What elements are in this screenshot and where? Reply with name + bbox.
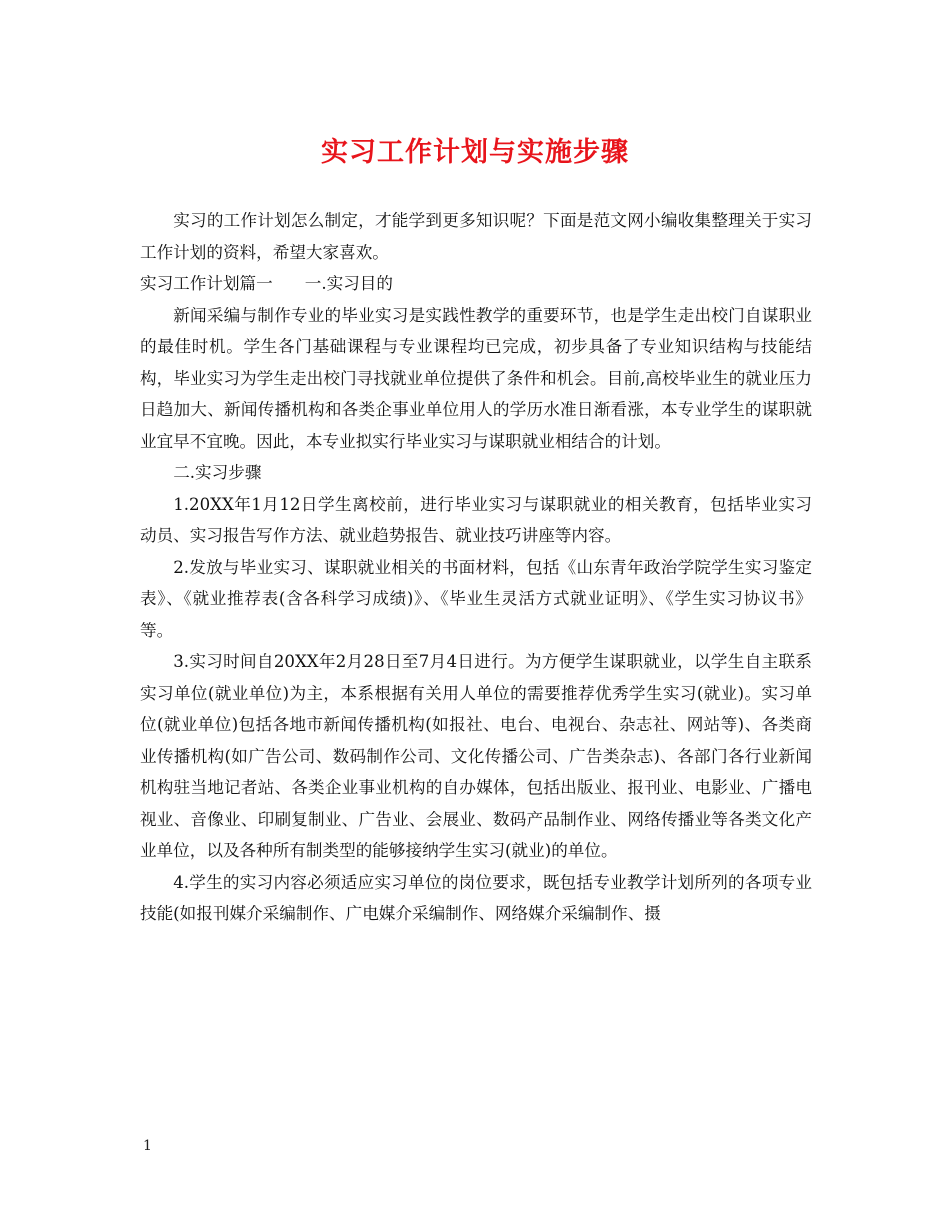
paragraph-step-2: 2.发放与毕业实习、谋职就业相关的书面材料，包括《山东青年政治学院学生实习鉴定表》、《就业推荐表(含各科学习成绩)》、《毕业生灵活方式就业证明》、《学生实习协议书》等。 (140, 557, 812, 640)
document-title: 实习工作计划与实施步骤 (321, 137, 629, 168)
paragraph-section-heading (140, 268, 812, 300)
paragraph-step-1: 1.20XX年1月12日学生离校前，进行毕业实习与谋职就业的相关教育，包括毕业实习动员、实习报告写作方法、就业趋势报告、就业技巧讲座等内容。 (140, 494, 812, 545)
section-subheading: 一.实习目的 (304, 274, 393, 293)
document-body (140, 205, 812, 930)
paragraph-step-3: 3.实习时间自20XX年2月28日至7月4日进行。为方便学生谋职就业，以学生自主联系实习单位(就业单位)为主，本系根据有关用人单位的需要推荐优秀学生实习(就业)。实习单位(就业单位)包括各地市新闻传播机构(如报社、电台、电视台、杂志社、网站等)、各类商业传播机构(如广告公司、数码制作公司、文化传播公司、广告类杂志)、各部门各行业新闻机构驻当地记者站、各类企业事业机构的自办媒体，包括出版业、报刊业、电影业、广播电视业、音像业、印刷复制业、广告业、会展业、数码产品制作业、网络传播业等各类文化产业单位，以及各种所有制类型的能够接纳学生实习(就业)的单位。 (140, 652, 812, 860)
paragraph-steps-heading: 二.实习步骤 (173, 463, 262, 482)
paragraph-purpose: 新闻采编与制作专业的毕业实习是实践性教学的重要环节，也是学生走出校门自谋职业的最佳时机。学生各门基础课程与专业课程均已完成，初步具备了专业知识结构与技能结构，毕业实习为学生走出校门寻找就业单位提供了条件和机会。目前,高校毕业生的就业压力日趋加大、新闻传播机构和各类企事业单位用人的学历水准日渐看涨，本专业学生的谋职就业宜早不宜晚。因此，本专业拟实行毕业实习与谋职就业相结合的计划。 (140, 305, 812, 451)
section-label: 实习工作计划篇一 (140, 274, 273, 293)
paragraph-step-4: 4.学生的实习内容必须适应实习单位的岗位要求，既包括专业教学计划所列的各项专业技能(如报刊媒介采编制作、广电媒介采编制作、网络媒介采编制作、摄 (140, 872, 812, 923)
paragraph-intro: 实习的工作计划怎么制定，才能学到更多知识呢？下面是范文网小编收集整理关于实习工作计划的资料，希望大家喜欢。 (140, 211, 812, 262)
page-number: 1 (143, 1138, 152, 1154)
